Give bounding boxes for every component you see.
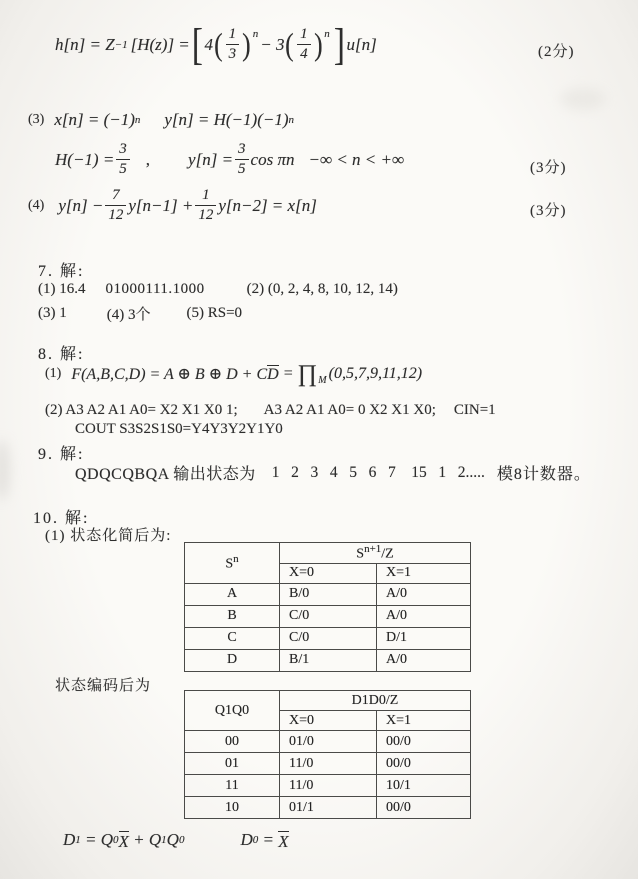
next-state-cell: A/0 xyxy=(377,649,471,671)
exponent-n: n xyxy=(288,114,294,126)
item-3-label: (3) xyxy=(28,112,45,127)
excitation-equations: D 1 = Q 0 X + Q 1 Q 0 D 0 = X xyxy=(63,830,289,851)
question-7-heading: 7. 解: xyxy=(38,263,85,280)
span-header-d1d0z: D1D0/Z xyxy=(280,691,471,711)
exponent-n: n xyxy=(134,114,141,126)
col-header-x1: X=1 xyxy=(377,563,471,583)
question-9-heading: 9. 解: xyxy=(38,446,85,463)
d0-eq: = xyxy=(258,830,279,849)
next-state-cell: 00/0 xyxy=(377,797,471,819)
formula-hn-minus: − 3 xyxy=(260,34,285,54)
question-8-answer-1 xyxy=(45,362,422,386)
state-cell: 00 xyxy=(185,731,280,753)
eq-yn-cos: y[n] = xyxy=(188,149,234,169)
table-row xyxy=(185,753,471,775)
eq-h-minus1: H(−1) = xyxy=(55,149,115,169)
scan-smudge xyxy=(0,440,10,500)
col-header-x0: X=0 xyxy=(280,711,377,731)
state-cell: C xyxy=(185,627,280,649)
formula-hn-tail: u[n] xyxy=(346,34,377,54)
answer-7-4: (4) 3个 xyxy=(106,307,151,323)
answer-7-2: (2) (0, 2, 4, 8, 10, 12, 14) xyxy=(246,281,398,297)
boolean-expression: F(A,B,C,D) = A ⊕ B ⊕ D + C xyxy=(71,366,268,383)
comma: , xyxy=(145,149,151,169)
fraction-7-12: $\frac{7}{12}$ xyxy=(105,188,126,223)
state-simplified-label: (1) 状态化简后为: xyxy=(45,528,172,544)
next-state-cell: 00/0 xyxy=(377,753,471,775)
score-mark-3pts: (3分) xyxy=(530,160,567,176)
right-paren: ) xyxy=(242,26,251,63)
cos-term: cos πn xyxy=(250,149,295,169)
question-8-heading: 8. 解: xyxy=(38,346,85,363)
col-header-x1: X=1 xyxy=(377,711,471,731)
x-complement: X xyxy=(118,831,129,851)
product-symbol: ∏ xyxy=(297,361,318,387)
next-state-cell: 01/1 xyxy=(280,797,377,819)
next-state-cell: D/1 xyxy=(377,627,471,649)
right-paren: ) xyxy=(313,26,323,63)
table-row xyxy=(185,583,471,605)
eq-xn: x[n] = (−1) xyxy=(54,110,135,129)
next-state-cell: A/0 xyxy=(377,583,471,605)
scan-smudge xyxy=(560,88,606,110)
exponent-n: n xyxy=(252,28,259,41)
answer-7-5: (5) RS=0 xyxy=(186,305,243,321)
table-row xyxy=(185,627,471,649)
question-9-answer xyxy=(75,461,591,484)
q-var: Q xyxy=(166,830,179,849)
d1-eq: = Q xyxy=(80,830,114,849)
eq-p3: y[n−2] = x[n] xyxy=(218,195,317,215)
state-cell: B xyxy=(185,605,280,627)
range-term: −∞ < n < +∞ xyxy=(308,149,405,169)
table-row xyxy=(185,797,471,819)
fraction-3-5: $\frac{3}{5}$ xyxy=(235,142,249,177)
next-state-cell: B/1 xyxy=(280,649,377,671)
formula-hn-inverse-z xyxy=(55,20,377,69)
next-state-cell: B/0 xyxy=(280,583,377,605)
x-complement: X xyxy=(278,831,289,851)
eq-p1: y[n] − xyxy=(58,195,104,215)
state-encoded-label: 状态编码后为 xyxy=(55,678,152,694)
equals: = xyxy=(278,365,298,382)
item-3-line2 xyxy=(55,142,404,177)
score-mark-3pts: (3分) xyxy=(530,203,567,219)
formula-hn-zexp: −1 xyxy=(114,38,128,51)
state-cell: 10 xyxy=(185,797,280,819)
question-8-answer-2-line1 xyxy=(45,402,496,419)
next-state-cell: 01/0 xyxy=(280,731,377,753)
state-cell: A xyxy=(185,583,280,605)
formula-hn-coef1: 4 xyxy=(204,34,213,54)
table-row xyxy=(185,649,471,671)
adder-inputs-1: (2) A3 A2 A1 A0= X2 X1 X0 1; xyxy=(45,402,238,418)
answer-7-1-binary: 01000111.1000 xyxy=(105,281,205,297)
paren-group-2 xyxy=(284,27,331,62)
carry-in: CIN=1 xyxy=(453,402,496,418)
state-cell: D xyxy=(185,649,280,671)
mod8-counter-label: 模8计数器。 xyxy=(496,466,591,483)
left-paren: ( xyxy=(214,26,223,63)
answer-8-1-label: (1) xyxy=(45,366,62,381)
span-header-sn1z: $S^{n+1}/Z$ xyxy=(280,543,471,564)
score-mark-2pts: (2分) xyxy=(538,44,575,60)
adder-outputs: COUT S3S2S1S0=Y4Y3Y2Y1Y0 xyxy=(75,421,283,437)
corner-cell-q1q0: Q1Q0 xyxy=(185,691,280,731)
fraction-1-3: $\frac{1}{3}$ xyxy=(226,27,240,62)
left-bracket: [ xyxy=(191,20,203,69)
next-state-cell: 00/0 xyxy=(377,731,471,753)
next-state-cell: A/0 xyxy=(377,605,471,627)
question-7-answers-line1 xyxy=(38,281,398,298)
d0-var: D xyxy=(240,830,253,849)
right-bracket: ] xyxy=(333,20,345,69)
state-cell: 01 xyxy=(185,753,280,775)
table-row xyxy=(185,605,471,627)
next-state-cell: 11/0 xyxy=(280,753,377,775)
d1-plus: + Q xyxy=(128,830,162,849)
question-8-answer-2-line2 xyxy=(75,421,283,438)
item-4-line xyxy=(28,188,317,223)
paren-group-1 xyxy=(213,27,260,62)
product-subscript-m: M xyxy=(318,375,327,386)
col-header-x0: X=0 xyxy=(280,563,377,583)
formula-hn-mid: [H(z)] = xyxy=(130,34,190,54)
state-table-encoded xyxy=(184,690,471,819)
eq-p2: y[n−1] + xyxy=(128,195,194,215)
question-10-heading: 10. 解: xyxy=(33,510,90,527)
state-table-simplified xyxy=(184,542,471,672)
d-complement: D xyxy=(267,366,279,383)
table-row xyxy=(185,775,471,797)
next-state-cell: 11/0 xyxy=(280,775,377,797)
eq-yn: y[n] = H(−1)(−1) xyxy=(164,110,289,129)
fraction-1-4: $\frac{1}{4}$ xyxy=(297,27,311,62)
next-state-cell: C/0 xyxy=(280,627,377,649)
state-cell: 11 xyxy=(185,775,280,797)
counter-output-label: QDQCQBQA 输出状态为 xyxy=(75,466,256,483)
formula-hn-lead: h[n] = Z xyxy=(55,34,115,54)
table-row xyxy=(185,731,471,753)
adder-inputs-2: A3 A2 A1 A0= 0 X2 X1 X0; xyxy=(263,402,436,418)
next-state-cell: 10/1 xyxy=(377,775,471,797)
question-7-answers-line2 xyxy=(38,303,242,324)
left-paren: ( xyxy=(285,26,295,63)
fraction-3-5: $\frac{3}{5}$ xyxy=(116,142,130,177)
maxterm-set: (0,5,7,9,11,12) xyxy=(328,365,423,382)
d1-var: D xyxy=(63,830,76,849)
fraction-1-12: $\frac{1}{12}$ xyxy=(195,188,216,223)
next-state-cell: C/0 xyxy=(280,605,377,627)
exponent-n: n xyxy=(324,28,330,41)
counter-state-sequence: 1 2 3 4 5 6 7 15 1 2..... xyxy=(271,463,485,481)
item-4-label: (4) xyxy=(28,197,45,213)
answer-7-3: (3) 1 xyxy=(38,305,67,321)
corner-cell-sn: $S^n$ xyxy=(185,543,280,584)
answer-7-1: (1) 16.4 xyxy=(38,281,86,297)
item-3-line1 xyxy=(28,110,294,130)
